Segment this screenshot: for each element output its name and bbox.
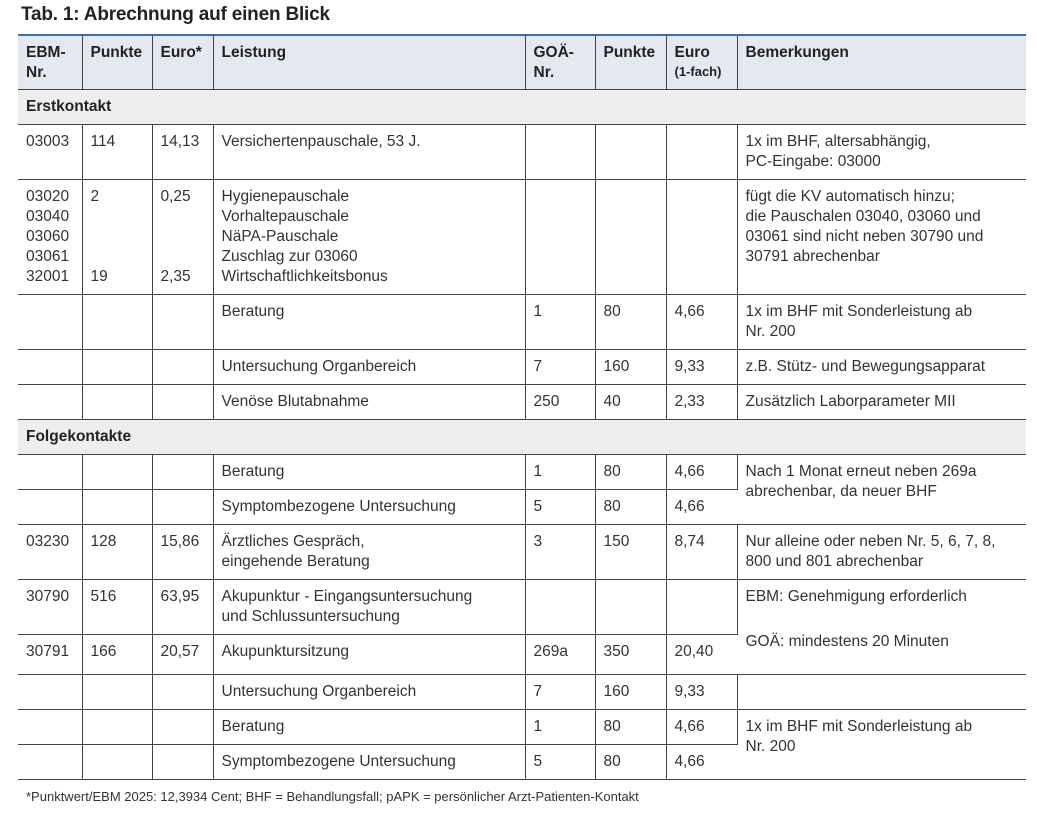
table-row: 03003 114 14,13 Versichertenpauschale, 53 J. 1x im BHF, altersabhängig, PC-Eingabe: 03000 bbox=[18, 125, 1026, 180]
header-goae-nr: GOÄ- Nr. bbox=[525, 35, 595, 90]
table-row: Beratung 1 80 4,66 Nach 1 Monat erneut neben 269a abrechenbar, da neuer BHF bbox=[18, 455, 1026, 490]
table-row: 03230 128 15,86 Ärztliches Gespräch, eingehende Beratung 3 150 8,74 Nur alleine oder neben Nr. 5, 6, 7, 8, 800 und 801 abrechenbar bbox=[18, 525, 1026, 580]
header-bemerkungen: Bemerkungen bbox=[737, 35, 1026, 90]
table-row: Untersuchung Organbereich 7 160 9,33 z.B. Stütz- und Bewegungsapparat bbox=[18, 350, 1026, 385]
table-footnote: *Punktwert/EBM 2025: 12,3934 Cent; BHF = Behandlungsfall; pAPK = persönlicher Arzt-Patienten-Kontakt bbox=[26, 789, 639, 804]
header-leistung: Leistung bbox=[213, 35, 525, 90]
header-euro-1fach: Euro (1-fach) bbox=[666, 35, 737, 90]
header-punkte-goae: Punkte bbox=[595, 35, 666, 90]
table-title: Tab. 1: Abrechnung auf einen Blick bbox=[21, 4, 330, 25]
section-row-folgekontakte: Folgekontakte bbox=[18, 420, 1026, 455]
table-row: Symptombezogene Untersuchung 5 80 4,66 bbox=[18, 490, 1026, 525]
table-row: Symptombezogene Untersuchung 5 80 4,66 bbox=[18, 745, 1026, 780]
table-header-row bbox=[18, 35, 1026, 90]
table-row: Beratung 1 80 4,66 1x im BHF mit Sonderleistung ab Nr. 200 bbox=[18, 710, 1026, 745]
table-row: 30791 166 20,57 Akupunktursitzung 269a 350 20,40 bbox=[18, 635, 1026, 675]
header-punkte: Punkte bbox=[82, 35, 152, 90]
section-row-erstkontakt: Erstkontakt bbox=[18, 90, 1026, 125]
table-row: Venöse Blutabnahme 250 40 2,33 Zusätzlich Laborparameter MII bbox=[18, 385, 1026, 420]
table-row: Beratung 1 80 4,66 1x im BHF mit Sonderleistung ab Nr. 200 bbox=[18, 295, 1026, 350]
table-row: Untersuchung Organbereich 7 160 9,33 bbox=[18, 675, 1026, 710]
table-row: 30790 516 63,95 Akupunktur - Eingangsuntersuchung und Schlussuntersuchung EBM: Genehmigung erforderlich GOÄ: mindestens 20 Minuten bbox=[18, 580, 1026, 635]
header-euro: Euro* bbox=[152, 35, 213, 90]
table-row: 03020 03040 03060 03061 32001 2 19 0,25 2,35 Hygienepauschale Vorhaltepauschale NäPA-Pauschale Zuschlag zur 03060 Wirtschaftlichkeitsbonus fügt die KV automatisch hinzu; die Pauschalen 03040, 03060 und 03061 sind nicht neben 30790 und 30791 abrechenbar bbox=[18, 180, 1026, 295]
billing-table bbox=[18, 34, 1026, 780]
header-ebm-nr: EBM- Nr. bbox=[18, 35, 82, 90]
